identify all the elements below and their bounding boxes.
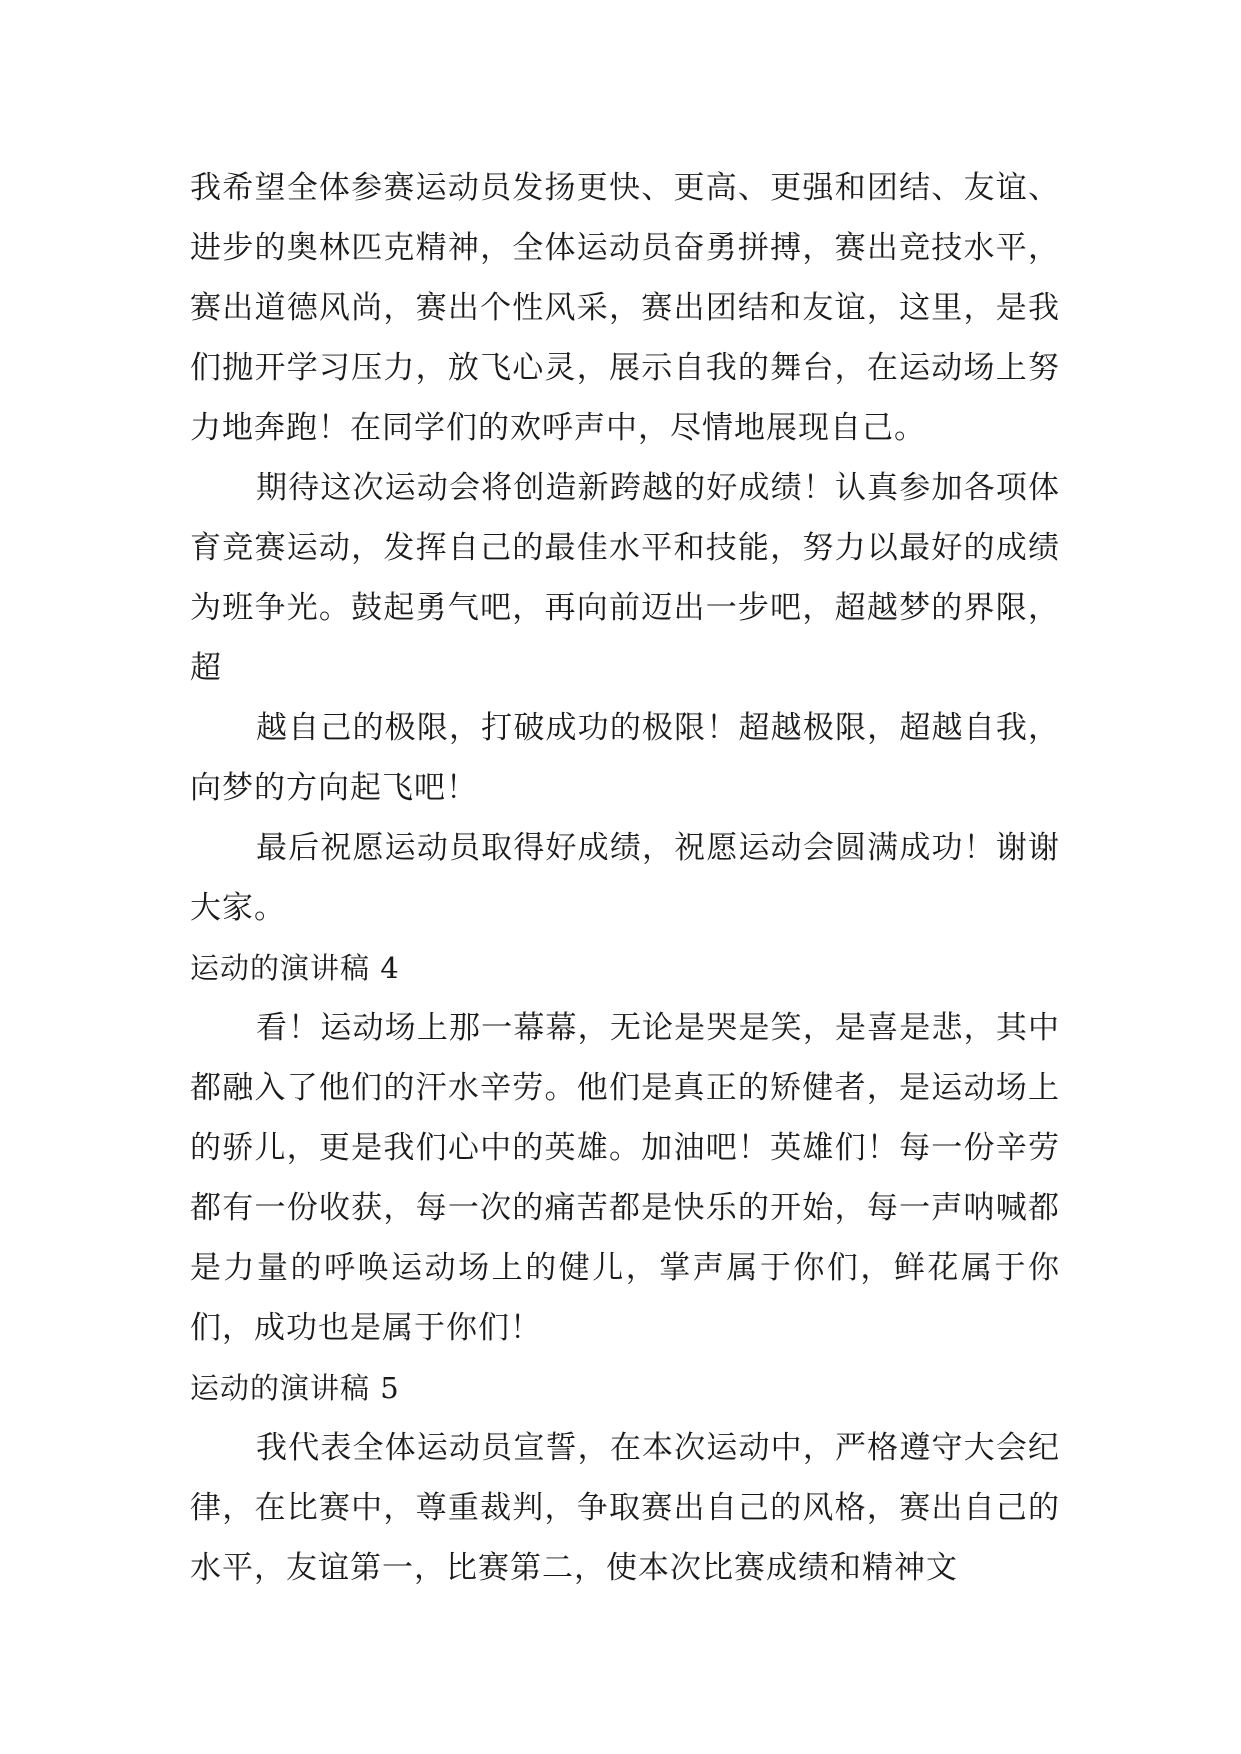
document-body [190, 158, 1060, 1598]
paragraph: 我希望全体参赛运动员发扬更快、更高、更强和团结、友谊、进步的奥林匹克精神，全体运动员奋勇拼搏，赛出竞技水平，赛出道德风尚，赛出个性风采，赛出团结和友谊，这里，是我们抛开学习压力，放飞心灵，展示自我的舞台，在运动场上努力地奔跑！在同学们的欢呼声中，尽情地展现自己。 [190, 170, 1060, 446]
section-heading: 运动的演讲稿 4 [190, 951, 400, 985]
paragraph: 我代表全体运动员宣誓，在本次运动中，严格遵守大会纪律，在比赛中，尊重裁判，争取赛出自己的风格，赛出自己的水平，友谊第一，比赛第二，使本次比赛成绩和精神文 [190, 1430, 1060, 1586]
paragraph: 最后祝愿运动员取得好成绩，祝愿运动会圆满成功！谢谢大家。 [190, 830, 1060, 926]
section-heading: 运动的演讲稿 5 [190, 1371, 400, 1405]
paragraph: 看！运动场上那一幕幕，无论是哭是笑，是喜是悲，其中都融入了他们的汗水辛劳。他们是真正的矫健者，是运动场上的骄儿，更是我们心中的英雄。加油吧！英雄们！每一份辛劳都有一份收获，每一次的痛苦都是快乐的开始，每一声呐喊都是力量的呼唤运动场上的健儿，掌声属于你们，鲜花属于你们，成功也是属于你们！ [190, 1010, 1060, 1346]
paragraph: 期待这次运动会将创造新跨越的好成绩！认真参加各项体育竞赛运动，发挥自己的最佳水平和技能，努力以最好的成绩为班争光。鼓起勇气吧，再向前迈出一步吧，超越梦的界限，超 [190, 470, 1060, 686]
paragraph: 越自己的极限，打破成功的极限！超越极限，超越自我，向梦的方向起飞吧！ [190, 710, 1060, 806]
